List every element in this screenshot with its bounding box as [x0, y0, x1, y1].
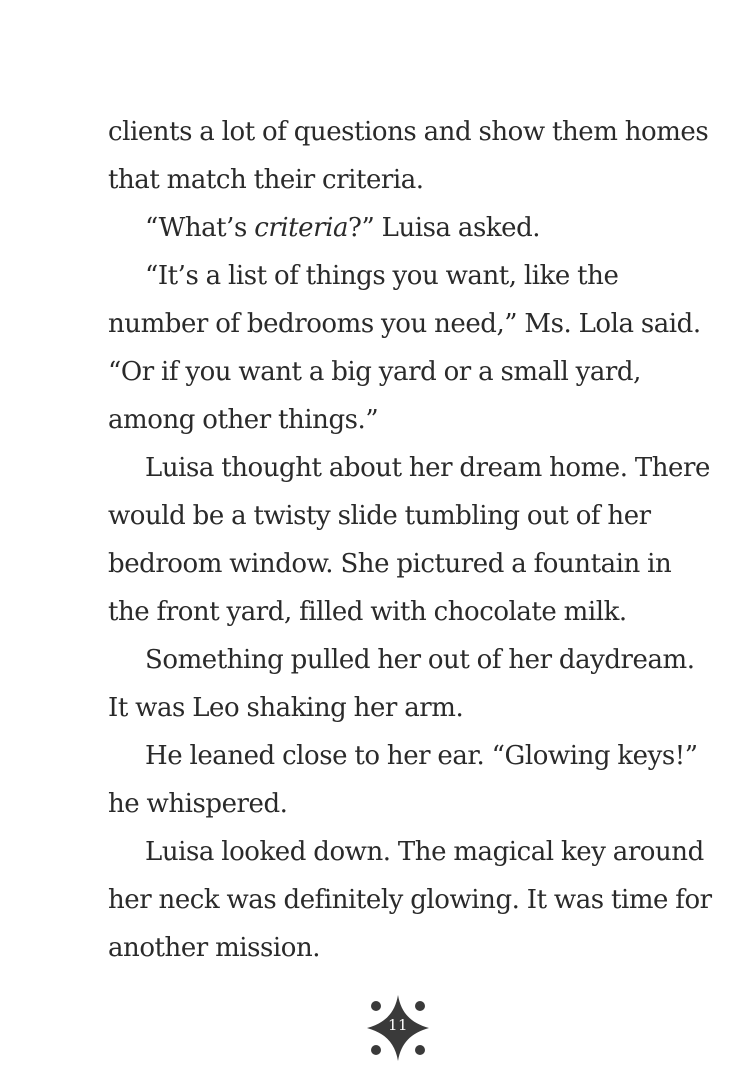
text-line: would be a twisty slide tumbling out of her	[108, 501, 651, 531]
text-line: the front yard, filled with chocolate milk.	[108, 597, 627, 627]
dialogue-close: ?” Luisa asked.	[348, 213, 541, 243]
text-line: number of bedrooms you need,” Ms. Lola said.	[108, 309, 701, 339]
text-line: It was Leo shaking her arm.	[108, 693, 464, 723]
text-line: Luisa thought about her dream home. There	[145, 453, 710, 483]
italic-word: criteria	[254, 213, 349, 243]
text-line: “It’s a list of things you want, like the	[145, 261, 619, 291]
text-line: he whispered.	[108, 789, 288, 819]
text-line: that match their criteria.	[108, 165, 424, 195]
text-line: Luisa looked down. The magical key around	[145, 837, 704, 867]
text-line: among other things.”	[108, 405, 379, 435]
text-line: clients a lot of questions and show them homes	[108, 117, 709, 147]
text-line: her neck was definitely glowing. It was time for	[108, 885, 712, 915]
page-number-ornament	[363, 993, 433, 1063]
text-line	[108, 204, 708, 252]
page-number: 11	[387, 1016, 409, 1034]
text-line: Something pulled her out of her daydream.	[145, 645, 695, 675]
dialogue-open: “What’s	[145, 213, 255, 243]
text-line: “Or if you want a big yard or a small yard,	[108, 357, 641, 387]
text-line: bedroom window. She pictured a fountain in	[108, 549, 672, 579]
text-line: He leaned close to her ear. “Glowing keys!”	[145, 741, 698, 771]
text-line: another mission.	[108, 933, 321, 963]
body-text	[108, 108, 712, 972]
